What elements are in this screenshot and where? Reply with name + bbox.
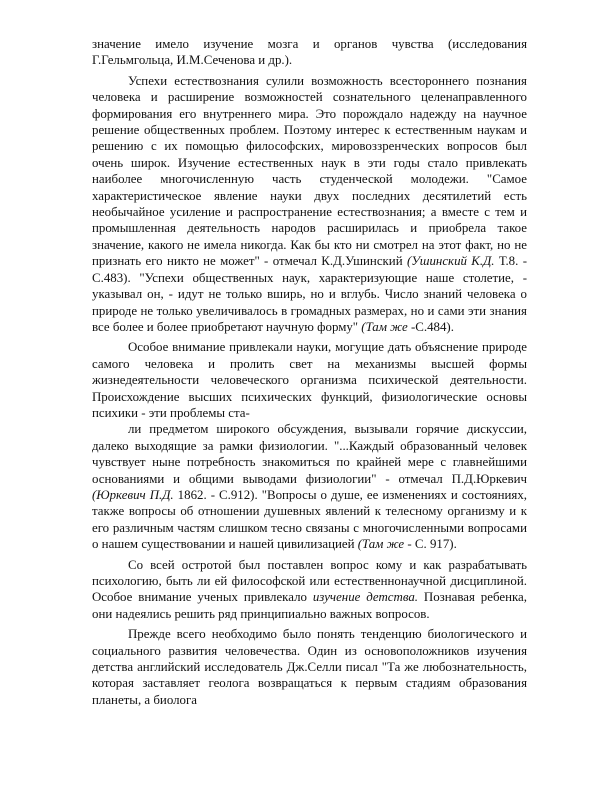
paragraph-6	[92, 626, 527, 708]
text-run: Т.8. - С.483). "Успехи общественных наук, характеризующие наше столетие, - указывал он, - идут не только вширь, но и вглубь. Число знаний человека о природе не только увеличивалось в громадных размерах, но и сами эти знания все более и более приобретают научную форму"	[92, 254, 527, 334]
citation-italic: (Там же	[361, 319, 408, 334]
citation-italic: (Юркевич П.Д.	[92, 487, 174, 502]
citation-italic: (Ушинский К.Д.	[406, 254, 495, 269]
paragraph-1	[92, 36, 527, 69]
text-run: - С. 917).	[404, 537, 457, 552]
text-run: Особое внимание привлекали науки, могущие дать объяснение природе самого человека и пролить свет на механизмы высшей формы жизнедеятельности человеческого организма психической деятельности. Происхождение высших психических функций, физиологические основы психики - эти проблемы ста-	[92, 340, 527, 420]
text-run: ли предметом широкого обсуждения, вызывали горячие дискуссии, далеко выходящие за рамки физиологии. "...Каждый образованный человек чувствует ныне потребность знакомиться по крайней мере с главнейшими основаниями и общими выводами физиологии" - отмечал П.Д.Юркевич	[92, 422, 527, 486]
paragraph-4	[92, 421, 527, 552]
text-run: Прежде всего необходимо было понять тенденцию биологического и социального развития человечества. Один из основоположников изучения детства английский исследователь Дж.Селли писал "Та же любознательность, которая заставляет геолога возвращаться к первым стадиям образования планеты, а биолога	[92, 627, 527, 707]
text-run: значение имело изучение мозга и органов чувства (исследования Г.Гельмгольца, И.М.Сеченова и др.).	[92, 37, 527, 68]
text-run: Успехи естествознания сулили возможность всестороннего познания человека и расширение возможностей сознательного целенаправленного формирования его внутреннего мира. Это порождало надежду на научное решение общественных проблем. Поэтому интерес к естественным наукам и решению с их помощью философских, мировоззренческих вопросов был очень широк. Изучение естественных наук в эти годы стало привлекать наиболее многочисленную часть студенческой молодежи. "Самое характеристическое явление науки двух последних десятилетий есть необычайное усиление и распространение естествознания; а вместе с тем и промышленная деятельность народов расширилась и приобрела такое значение, какого не имела никогда. Как бы кто ни смотрел на этот факт, но не признать его никто не может" - отмечал К.Д.Ушинский	[92, 73, 527, 269]
text-run: 1862. - С.912). "Вопросы о душе, ее изменениях и состояниях, также вопросы об отношении душевных явлений к телесному организму и к его различным частям слишком тесно связаны с многочисленными вопросами о нашем существовании и нашей цивилизацией	[92, 487, 528, 552]
document-page	[92, 36, 527, 712]
paragraph-3	[92, 339, 527, 421]
citation-italic: (Там же	[357, 537, 405, 552]
paragraph-5	[92, 557, 527, 623]
text-run: Со всей остротой был поставлен вопрос кому и как разрабатывать психологию, быть ли ей философской или естественнонаучной дисциплиной. Особое внимание ученых привлекало	[92, 557, 527, 605]
text-run: Познавая ребенка, они надеялись решить ряд принципиально важных вопросов.	[92, 590, 527, 621]
emphasis-italic: изучение детства.	[312, 590, 418, 605]
text-run: -С.484).	[407, 319, 454, 334]
paragraph-2	[92, 73, 527, 336]
